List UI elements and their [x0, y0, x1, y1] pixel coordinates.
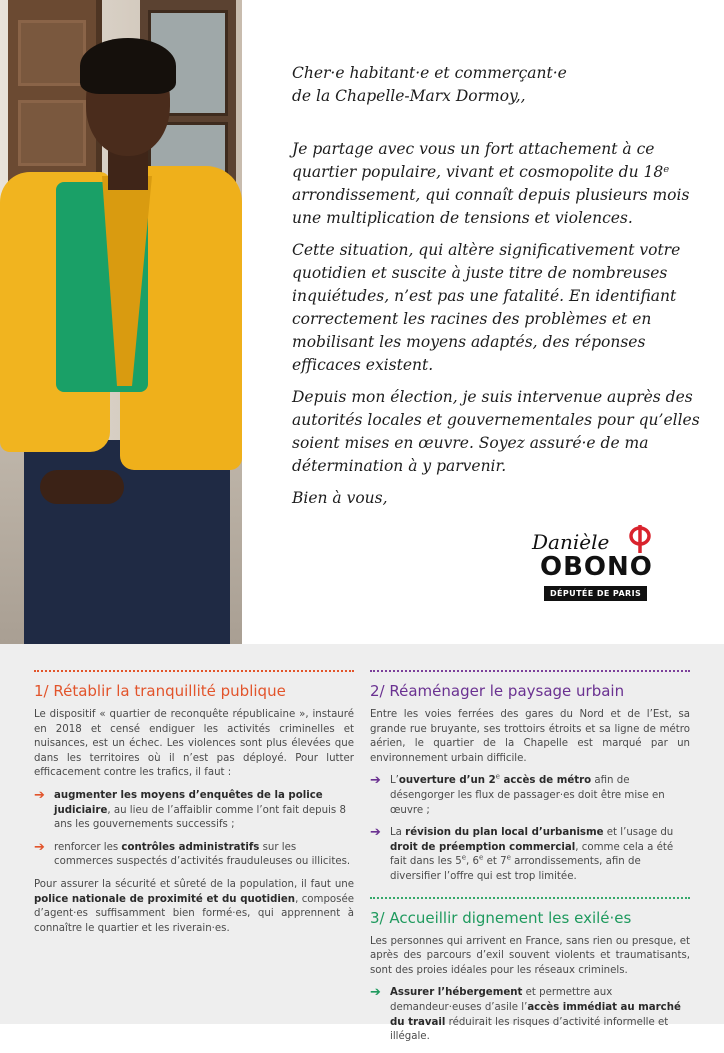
- section-divider: [370, 897, 690, 899]
- letter-greeting: Cher·e habitant·e et commerçant·e de la Chapelle-Marx Dormoy,,: [292, 64, 567, 105]
- phi-logo-icon: [628, 524, 652, 554]
- section-tranquillite: [34, 670, 354, 944]
- section-intro: Les personnes qui arrivent en France, sans rien ou presque, et après des parcours d’exil souvent violents et traumatisants, sont des proies idéales pour les réseaux criminels.: [370, 935, 690, 976]
- signature-last-name: OBONO: [540, 552, 653, 582]
- arrow-right-icon: ➔: [370, 773, 381, 789]
- list-item: ➔ Assurer l’hébergement et permettre aux demandeur·euses d’asile l’accès immédiat au marché du travail réduirait les risques d’activité informelle et illégale.: [370, 985, 681, 1043]
- list-item: ➔ La révision du plan local d’urbanisme et l’usage du droit de préemption commercial, comme cela a été fait dans les 5e, 6e et 7e arrondissements, afin de diversifier l’offre qui est trop limitée.: [370, 825, 674, 882]
- section-title: 1/ Rétablir la tranquillité publique: [34, 682, 286, 700]
- arrow-right-icon: ➔: [370, 985, 381, 1001]
- list-item: ➔ augmenter les moyens d’enquêtes de la police judiciaire, au lieu de l’affaiblir comme l’ont fait depuis 8 ans les gouvernements successifs ;: [34, 787, 346, 831]
- list-item: ➔ renforcer les contrôles administratifs sur les commerces suspectés d’activités frauduleuses ou illicites.: [34, 839, 351, 868]
- letter-closing: Bien à vous,: [292, 489, 388, 507]
- portrait-photo: [0, 0, 242, 644]
- section-intro: Le dispositif « quartier de reconquête républicaine », instauré en 2018 et censé endiguer les activités criminelles et nuisances, est un échec. Les violences sont plus élevées que dans les territoires où il n’est pas déployé. Pour lutter efficacement contre les trafics, il faut :: [34, 709, 354, 779]
- deputy-badge: DÉPUTÉE DE PARIS: [544, 586, 647, 601]
- section-paysage-urbain: [370, 670, 690, 1053]
- section-title: 3/ Accueillir dignement les exilé·es: [370, 908, 632, 927]
- section-divider: [370, 670, 690, 672]
- section-divider: [34, 670, 354, 672]
- letter-paragraph: Cette situation, qui altère significativement votre quotidien et suscite à juste titre de nombreuses inquiétudes, n’est pas une fatalité. En identifiant correctement les racines des problèmes et en mobilisant les moyens adaptés, des réponses efficaces existent.: [292, 241, 681, 374]
- arrow-right-icon: ➔: [34, 839, 45, 855]
- section-title: 2/ Réaménager le paysage urbain: [370, 682, 625, 700]
- section-outro: Pour assurer la sécurité et sûreté de la population, il faut une police nationale de proximité et du quotidien, composée d’agent·es suffisamment bien formé·es, qui apprennent à connaître le quartier et les riverain·es.: [34, 878, 354, 934]
- letter-paragraph: Depuis mon élection, je suis intervenue auprès des autorités locales et gouvernementales pour qu’elles soient mises en œuvre. Soyez assuré·e de ma détermination à y parvenir.: [292, 388, 700, 475]
- list-item: ➔ L’ouverture d’un 2e accès de métro afin de désengorger les flux de passager·es doit être mise en œuvre ;: [370, 772, 665, 816]
- arrow-right-icon: ➔: [370, 825, 381, 841]
- signature-first-name: Danièle: [532, 530, 610, 554]
- signature-block: [532, 530, 652, 606]
- arrow-right-icon: ➔: [34, 787, 45, 803]
- section-exiles: [370, 897, 690, 1045]
- letter-body: [292, 62, 702, 519]
- letter-paragraph: Je partage avec vous un fort attachement à ce quartier populaire, vivant et cosmopolite du 18ᵉ arrondissement, qui connaît depuis plusieurs mois une multiplication de tensions et violences.: [292, 140, 690, 227]
- section-intro: Entre les voies ferrées des gares du Nord et de l’Est, sa grande rue bruyante, ses trottoirs étroits et sa ligne de métro aérien, le quartier de la Chapelle est marqué par un environnement urbain difficile.: [370, 709, 690, 764]
